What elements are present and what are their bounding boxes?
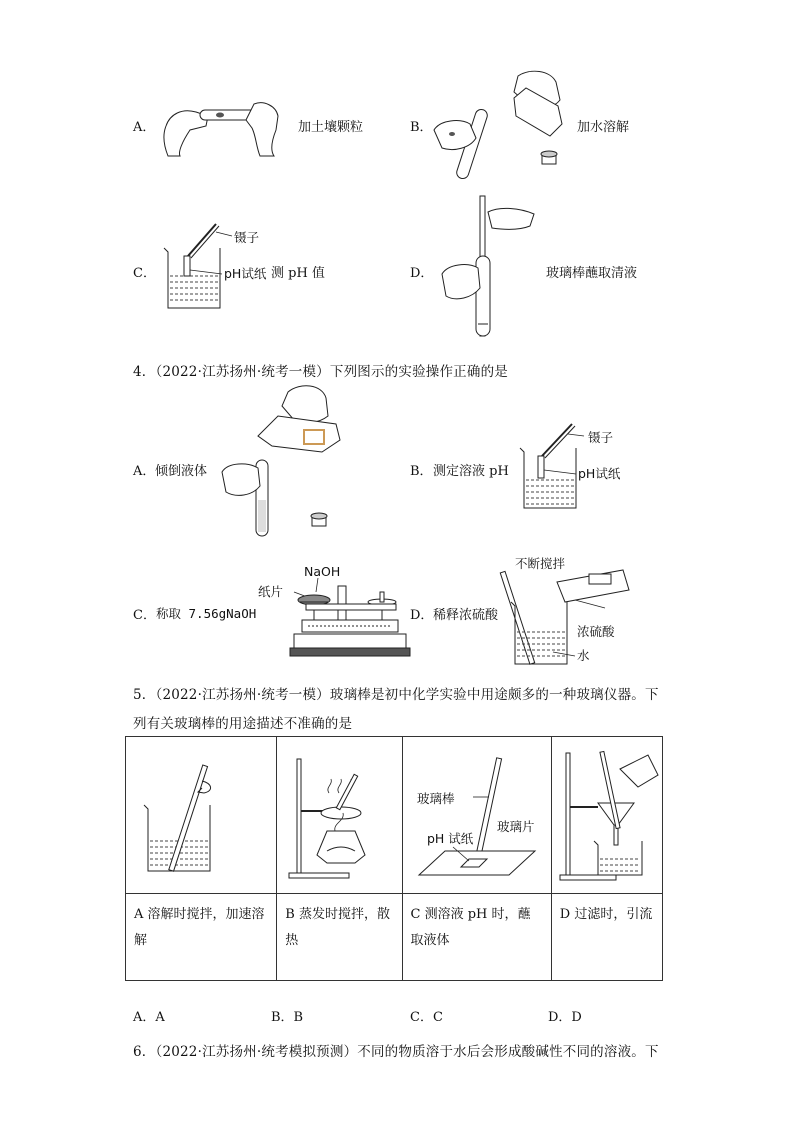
q4-option-c-letter: C． (133, 608, 156, 623)
q4-c-paper-label: 纸片 (258, 584, 284, 599)
q5-d-filter-figure (558, 743, 658, 883)
q6-stem: 6．（2022·江苏扬州·统考模拟预测）不同的物质溶于水后会形成酸碱性不同的溶液。下 (133, 1044, 659, 1060)
q4-d-dilute-acid-figure (505, 556, 645, 668)
q3-c-paper-label: pH试纸 (224, 266, 267, 281)
q5-a-stir-beaker-figure (142, 761, 262, 881)
q4-d-stir-label: 不断搅拌 (515, 556, 566, 571)
q5-c-plate-label: 玻璃片 (496, 819, 535, 834)
q5-c-rod-label: 玻璃棒 (416, 791, 455, 806)
q3-option-c-letter: C． (133, 266, 156, 281)
q3-option-b-letter: B． (410, 120, 433, 135)
q4-option-d-text: 稀释浓硫酸 (433, 608, 499, 623)
q5-b-evaporate-figure (287, 751, 391, 881)
q3-b-pour-water-figure (430, 68, 570, 188)
q4-b-paper-label: pH试纸 (578, 466, 621, 481)
q3-d-glass-rod-figure (436, 192, 546, 342)
q3-c-tweezers-label: 镊子 (234, 230, 260, 245)
q5-figure-c-cell (402, 737, 551, 894)
q3-option-a-letter: A． (133, 120, 156, 135)
q4-c-balance-figure (256, 562, 406, 660)
q3-option-b-text: 加水溶解 (577, 120, 630, 135)
q4-b-tweezers-label: 镊子 (588, 430, 614, 445)
q4-option-a-letter: A． (133, 464, 156, 479)
q4-b-liquid-lines (526, 480, 574, 504)
q4-b-ph-beaker-figure (518, 422, 638, 514)
q5-choice-c: C．C (410, 1010, 443, 1025)
q3-c-liquid-lines (170, 276, 218, 300)
q5-stem-line2: 列有关玻璃棒的用途描述不准确的是 (133, 716, 353, 732)
q4-a-pour-liquid-figure (218, 380, 346, 540)
q3-option-a-text: 加土壤颗粒 (298, 120, 364, 135)
q3-a-test-tube-hands-figure (160, 96, 290, 158)
q3-option-c-text: 测 pH 值 (271, 266, 325, 281)
q5-caption-c: C 测溶液 pH 时，蘸取液体 (402, 894, 551, 981)
q4-option-c-text: 称取 7.56gNaOH (156, 606, 257, 621)
q5-caption-b: B 蒸发时搅拌，散热 (277, 894, 402, 981)
q4-option-a-text: 倾倒液体 (155, 464, 208, 479)
q4-c-naoh-label: NaOH (304, 564, 341, 579)
q5-figure-d-cell (551, 737, 662, 894)
q3-option-d-text: 玻璃棒蘸取清液 (546, 266, 638, 281)
q5-caption-a: A 溶解时搅拌，加速溶解 (126, 894, 277, 981)
q5-choice-d: D．D (548, 1010, 582, 1025)
q4-option-b-text: 测定溶液 pH (433, 464, 509, 479)
q3-option-d-letter: D． (410, 266, 434, 281)
q5-stem-line1: 5．（2022·江苏扬州·统考一模）玻璃棒是初中化学实验中用途颇多的一种玻璃仪器。下 (133, 687, 659, 703)
q5-choice-b: B．B (271, 1010, 304, 1025)
q5-c-paper-label: pH 试纸 (426, 831, 473, 846)
q5-c-ph-plate-figure (413, 751, 543, 881)
q4-option-b-letter: B． (410, 464, 433, 479)
q4-d-acid-label: 浓硫酸 (577, 624, 615, 639)
q5-figure-a-cell (126, 737, 277, 894)
q5-figure-table (125, 736, 663, 981)
q4-stem: 4．（2022·江苏扬州·统考一模）下列图示的实验操作正确的是 (133, 364, 508, 380)
q4-d-water-label: 水 (577, 648, 590, 663)
q5-caption-d: D 过滤时，引流 (551, 894, 662, 981)
q4-option-d-letter: D． (410, 608, 434, 623)
q5-figure-b-cell (277, 737, 402, 894)
q5-choice-a: A．A (133, 1010, 165, 1025)
